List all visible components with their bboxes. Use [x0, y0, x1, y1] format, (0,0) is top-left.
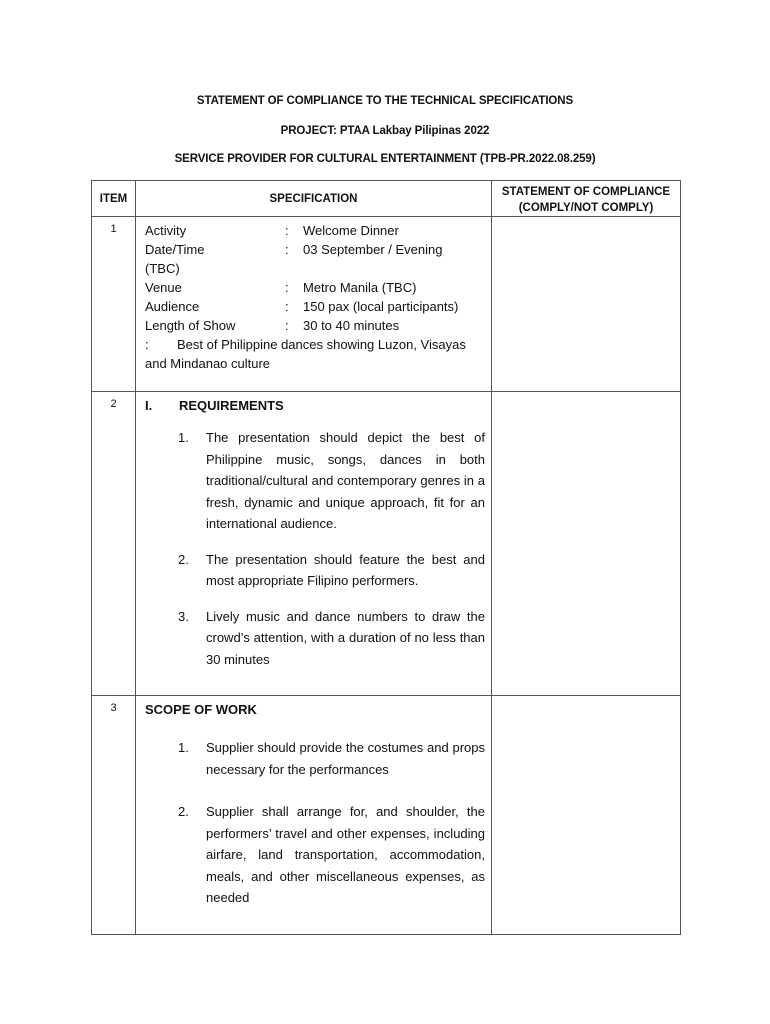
compliance-cell[interactable] [492, 392, 681, 696]
section-heading-text: REQUIREMENTS [179, 398, 284, 413]
list-number: 1. [178, 430, 189, 445]
field-separator: : [285, 299, 289, 314]
table-row [92, 696, 681, 935]
field-value: Welcome Dinner [303, 223, 399, 238]
field-label: Length of Show [145, 318, 236, 333]
item-number: 3 [92, 696, 136, 935]
field-separator [285, 259, 303, 278]
list-text: Supplier shall arrange for, and shoulder, the performers’ travel and other expenses, including airfare, land transportation, accommodation, meals, and other miscellaneous expenses, as needed [206, 804, 485, 905]
item-number: 2 [92, 392, 136, 696]
field-separator: : [285, 223, 289, 238]
table-header-row [92, 181, 681, 217]
field-separator: : [285, 280, 289, 295]
field-value: 03 September / Evening [303, 242, 443, 257]
document-title: STATEMENT OF COMPLIANCE TO THE TECHNICAL SPECIFICATIONS [196, 95, 574, 107]
compliance-header-line2: (COMPLY/NOT COMPLY) [518, 201, 654, 214]
specification-cell [136, 217, 492, 392]
list-number: 3. [178, 608, 189, 624]
field-label: Activity [145, 223, 187, 238]
list-number: 1. [178, 740, 189, 755]
show-description [136, 335, 491, 391]
list-text: Supplier should provide the costumes and props necessary for the performances [206, 740, 485, 777]
list-number: 2. [178, 804, 189, 819]
field-value: 30 to 40 minutes [303, 318, 400, 333]
field-value: Metro Manila (TBC) [303, 280, 417, 295]
list-item [178, 606, 485, 671]
field-label: Audience [145, 299, 200, 314]
compliance-cell[interactable] [492, 696, 681, 935]
field-separator: : [285, 242, 289, 257]
field-separator: : [145, 337, 149, 352]
field-value: 150 pax (local participants) [303, 299, 459, 314]
list-item [178, 801, 485, 909]
field-label: Date/Time [145, 242, 205, 257]
specification-cell [136, 392, 492, 696]
scope-of-work-list [136, 737, 491, 909]
section-heading: SCOPE OF WORK [145, 702, 257, 717]
item-number: 1 [92, 217, 136, 392]
list-text: Lively music and dance numbers to draw the crowd’s attention, with a duration of no less than 30 minutes [206, 608, 485, 667]
specification-cell [136, 696, 492, 935]
field-value [303, 259, 483, 278]
table-row [92, 217, 681, 392]
list-item [178, 737, 485, 780]
field-label: Venue [145, 280, 182, 295]
list-number: 2. [178, 551, 189, 567]
field-separator: : [285, 318, 289, 333]
column-header-item: ITEM [92, 181, 136, 217]
requirements-list [136, 427, 491, 670]
list-item [178, 427, 485, 535]
list-text: The presentation should feature the best and most appropriate Filipino performers. [206, 551, 485, 588]
section-heading [136, 392, 491, 413]
project-line: PROJECT: PTAA Lakbay Pilipinas 2022 [280, 125, 490, 137]
column-header-compliance [492, 181, 681, 217]
list-text: The presentation should depict the best of Philippine music, songs, dances in both traditional/cultural and contemporary genres in a fresh, dynamic and unique approach, fit for an international audience. [206, 430, 485, 531]
roman-numeral: I. [145, 398, 153, 413]
compliance-header-line1: STATEMENT OF COMPLIANCE [501, 185, 671, 198]
compliance-table [91, 180, 681, 935]
compliance-cell[interactable] [492, 217, 681, 392]
show-description-text: Best of Philippine dances showing Luzon, Visayas and Mindanao culture [145, 337, 466, 371]
column-header-specification: SPECIFICATION [136, 181, 492, 217]
event-details [136, 217, 491, 335]
service-provider-line: SERVICE PROVIDER FOR CULTURAL ENTERTAINMENT (TPB-PR.2022.08.259) [174, 153, 596, 165]
table-row [92, 392, 681, 696]
field-label: (TBC) [145, 261, 180, 276]
list-item [178, 549, 485, 592]
